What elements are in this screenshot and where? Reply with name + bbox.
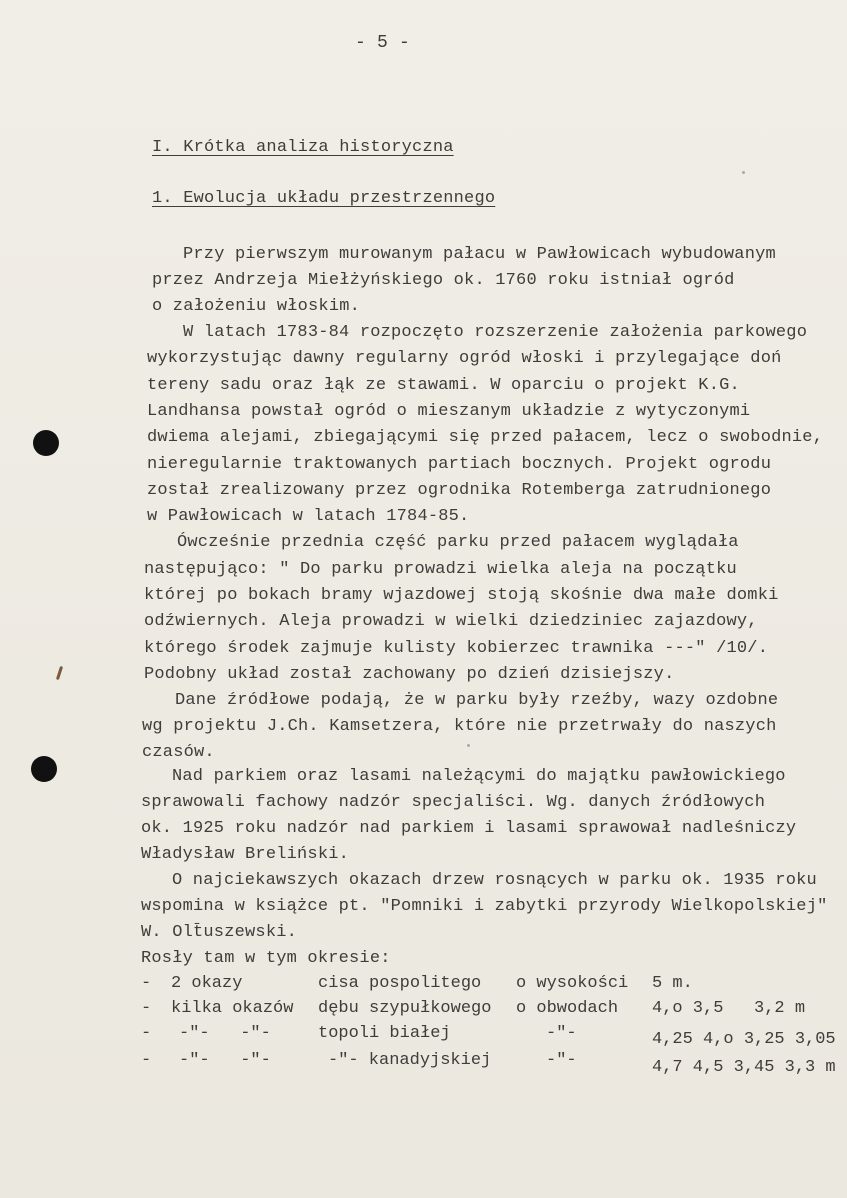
text-line: W latach 1783-84 rozpoczęto rozszerzenie założenia parkowego [183, 323, 808, 342]
row-measure: o wysokości [516, 974, 629, 993]
text-line: Nad parkiem oraz lasami należącymi do majątku pawłowickiego [172, 767, 786, 786]
row-species: cisa pospolitego [318, 974, 482, 993]
text-line: którego środek zajmuje kulisty kobierzec trawnika ---" /10/. [144, 639, 769, 658]
text-line: Rosły tam w tym okresie: [141, 949, 391, 968]
text-line: odźwiernych. Aleja prowadzi w wielki dziedziniec zajazdowy, [144, 612, 758, 631]
text-line: przez Andrzeja Miełżyńskiego ok. 1760 roku istniał ogród [152, 271, 735, 290]
ink-mark [56, 666, 63, 680]
speck [742, 171, 745, 174]
speck [467, 744, 470, 747]
text-line: O najciekawszych okazach drzew rosnących w parku ok. 1935 roku [172, 871, 817, 890]
text-line: której po bokach bramy wjazdowej stoją skośnie dwa małe domki [144, 586, 779, 605]
text-line: nieregularnie traktowanych partiach bocznych. Projekt ogrodu [147, 455, 772, 474]
text-line: został zrealizowany przez ogrodnika Rotemberga zatrudnionego [147, 481, 772, 500]
row-dash: - [141, 999, 152, 1018]
row-measure: -"- [546, 1051, 577, 1070]
text-line: Landhansa powstał ogród o mieszanym układzie z wytyczonymi [147, 402, 751, 421]
text-line: wykorzystując dawny regularny ogród włoski i przylegające doń [147, 349, 782, 368]
text-line: Dane źródłowe podają, że w parku były rzeźby, wazy ozdobne [175, 691, 779, 710]
text-line: Przy pierwszym murowanym pałacu w Pawłowicach wybudowanym [183, 245, 776, 264]
row-species: topoli białej [318, 1024, 451, 1043]
text-line: następująco: " Do parku prowadzi wielka aleja na początku [144, 560, 737, 579]
row-count: kilka okazów [171, 999, 294, 1018]
text-line: W. Olt̄uszewski. [141, 923, 298, 942]
text-line: Podobny układ został zachowany po dzień dzisiejszy. [144, 665, 675, 684]
text-line: Władysław Breliński. [141, 845, 350, 864]
text-line: wg projektu J.Ch. Kamsetzera, które nie przetrwały do naszych [142, 717, 777, 736]
text-line: tereny sadu oraz łąk ze stawami. W oparciu o projekt K.G. [147, 376, 740, 395]
text-line: wspomina w książce pt. "Pomniki i zabytki przyrody Wielkopolskiej" [141, 897, 828, 916]
row-species: dębu szypułkowego [318, 999, 492, 1018]
text-line: sprawowali fachowy nadzór specjaliści. Wg. danych źródłowych [141, 793, 766, 812]
row-dash: - [141, 1051, 152, 1070]
row-count: -"- -"- [179, 1051, 271, 1070]
page-number: - 5 - [355, 33, 411, 53]
row-measure: -"- [546, 1024, 577, 1043]
text-line: Ówcześnie przednia część parku przed pałacem wyglądała [177, 533, 739, 552]
text-line: dwiema alejami, zbiegającymi się przed pałacem, lecz o swobodnie, [147, 428, 824, 447]
row-dash: - [141, 974, 152, 993]
binder-hole-bottom [31, 756, 57, 782]
row-count: -"- -"- [179, 1024, 271, 1043]
row-values: 5 m. [652, 974, 693, 993]
row-dash: - [141, 1024, 152, 1043]
row-values: 4,o 3,5 3,2 m [652, 999, 806, 1018]
row-count: 2 okazy [171, 974, 243, 993]
sub-heading: 1. Ewolucja układu przestrzennego [152, 189, 496, 208]
text-line: ok. 1925 roku nadzór nad parkiem i lasami sprawował nadleśniczy [141, 819, 797, 838]
row-measure: o obwodach [516, 999, 619, 1018]
text-line: czasów. [142, 743, 215, 762]
text-line: o założeniu włoskim. [152, 297, 361, 316]
text-line: w Pawłowicach w latach 1784-85. [147, 507, 470, 526]
main-heading: I. Krótka analiza historyczna [152, 138, 454, 157]
row-values: 4,25 4,o 3,25 3,05 [652, 1030, 836, 1049]
row-values: 4,7 4,5 3,45 3,3 m [652, 1058, 836, 1077]
binder-hole-top [33, 430, 59, 456]
row-species: -"- kanadyjskiej [328, 1051, 492, 1070]
